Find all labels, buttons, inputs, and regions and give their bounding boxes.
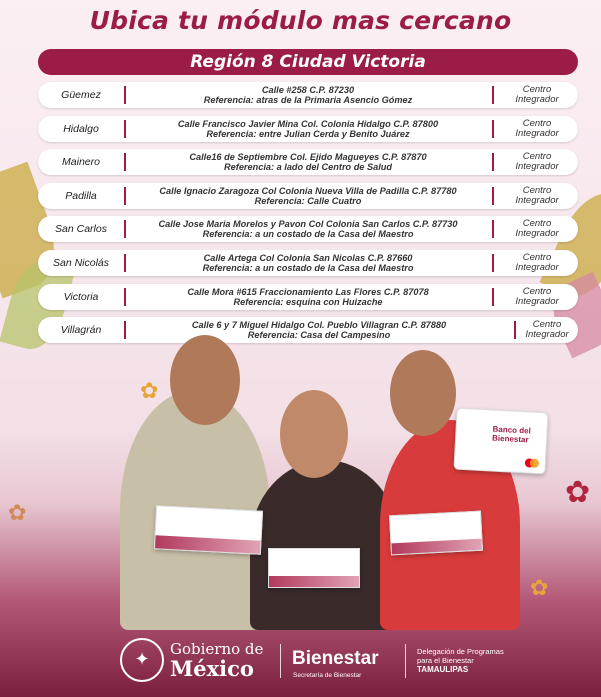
municipio-label: Padilla: [65, 189, 97, 202]
divider: [124, 220, 126, 238]
bienestar-subtitle: Secretaría de Bienestar: [293, 672, 362, 679]
divider: [492, 86, 494, 104]
module-type: Centro Integrador: [515, 84, 559, 105]
divider: [492, 254, 494, 272]
municipio-label: San Nicolás: [52, 256, 110, 269]
municipio-label: Victoria: [63, 290, 99, 303]
address-text: Calle Jose Maria Morelos y Pavon Col Colonia San Carlos C.P. 87730 Referencia: a un costado de la Casa del Maestro: [158, 219, 458, 240]
bienestar-card: [154, 505, 263, 555]
list-item: [38, 183, 578, 209]
delegacion-text: Delegación de Programas para el Bienestar TAMAULIPAS: [417, 647, 504, 674]
divider: [492, 288, 494, 306]
module-type: Centro Integrador: [515, 218, 559, 240]
address-text: Calle #258 C.P. 87230 Referencia: atras de la Primaria Asencio Gómez: [203, 85, 413, 105]
mexico-label: México: [170, 656, 254, 681]
list-item: [38, 250, 578, 276]
person-left-head: [170, 335, 240, 425]
municipio-label: Hidalgo: [63, 122, 99, 135]
list-item: [38, 116, 578, 142]
municipio-label: Güemez: [61, 89, 101, 101]
list-item: [38, 216, 578, 242]
list-item: [38, 149, 578, 175]
person-center: [250, 460, 400, 630]
module-type: Centro Integrador: [525, 319, 569, 341]
module-type: Centro Integrador: [515, 117, 559, 139]
mastercard-icon: [525, 458, 539, 468]
bienestar-card: [268, 548, 360, 588]
bienestar-logo: Bienestar: [292, 648, 379, 669]
list-item: [38, 284, 578, 310]
divider: [124, 254, 126, 272]
module-type: Centro Integrador: [515, 151, 559, 173]
divider: [405, 644, 406, 678]
municipio-label: Mainero: [62, 156, 100, 169]
flower-icon: ✿: [530, 575, 549, 600]
photo-people-with-cards: [90, 330, 560, 630]
gobierno-label: Gobierno de: [170, 640, 264, 658]
mexico-seal-icon: ✦: [120, 638, 164, 682]
person-center-head: [280, 390, 348, 478]
region-banner: Región 8 Ciudad Victoria: [38, 49, 578, 75]
bienestar-card: [389, 511, 483, 556]
divider: [124, 187, 126, 205]
list-item: [38, 82, 578, 108]
address-text: Calle Ignacio Zaragoza Col Colonia Nueva Villa de Padilla C.P. 87780 Referencia: Calle Cuatro: [159, 185, 457, 206]
card-brand-text: Banco del Bienestar: [491, 424, 532, 445]
divider: [124, 86, 126, 104]
divider: [492, 153, 494, 171]
divider: [492, 220, 494, 238]
flower-icon: ✿: [8, 500, 27, 525]
divider: [492, 187, 494, 205]
module-list: [38, 82, 578, 351]
page-title: Ubica tu módulo mas cercano: [89, 6, 512, 35]
flower-icon: ✿: [140, 378, 159, 403]
module-type: Centro Integrador: [515, 184, 559, 206]
address-text: Calle Artega Col Colonia San Nicolas C.P. 87660 Referencia: a un costado de la Casa del Maestro: [202, 252, 414, 273]
module-type: Centro Integrador: [515, 285, 559, 307]
divider: [124, 288, 126, 306]
divider: [492, 120, 494, 138]
address-text: Calle 6 y 7 Miguel Hidalgo Col. Pueblo Villagran C.P. 87880 Referencia: Casa del Campesino: [191, 320, 447, 341]
municipio-label: Villagrán: [60, 324, 102, 337]
address-text: Calle Francisco Javier Mina Col. Colonia Hidalgo C.P. 87800 Referencia: entre Julian Cerda y Benito Juárez: [177, 118, 439, 139]
banco-bienestar-card: [453, 408, 548, 475]
address-text: Calle16 de Septiembre Col. Ejido Magueyes C.P. 87870 Referencia: a lado del Centro de Salud: [189, 152, 427, 173]
module-type: Centro Integrador: [515, 251, 559, 273]
divider: [280, 644, 281, 678]
person-right-head: [390, 350, 456, 436]
municipio-label: San Carlos: [55, 223, 107, 236]
address-text: Calle Mora #615 Fraccionamiento Las Flores C.P. 87078 Referencia: esquina con Huizache: [187, 286, 429, 307]
divider: [124, 120, 126, 138]
divider: [124, 153, 126, 171]
flower-icon: ✿: [565, 476, 591, 509]
